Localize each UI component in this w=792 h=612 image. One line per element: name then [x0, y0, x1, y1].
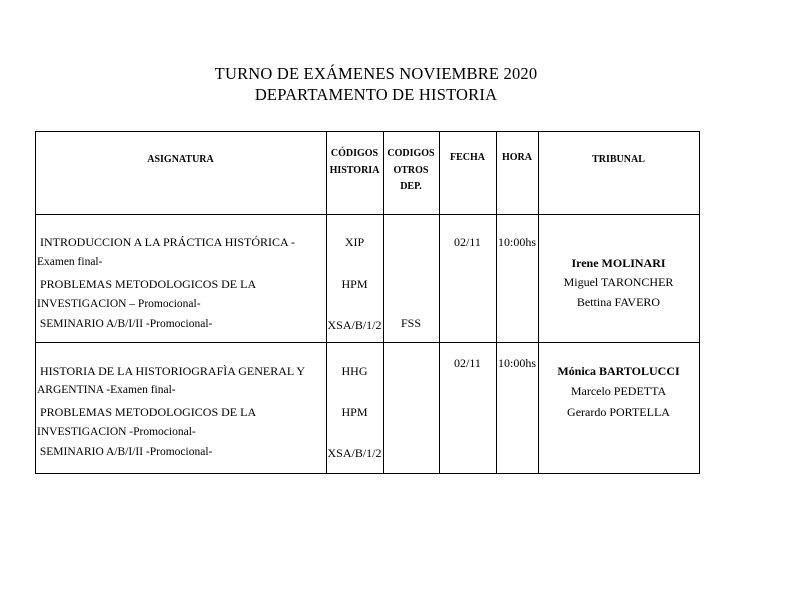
row2-asignatura-line1: HISTORIA DE LA HISTORIOGRAFÌA GENERAL Y [37, 364, 306, 378]
table-border-top [35, 131, 700, 132]
row2-asignatura-line3: PROBLEMAS METODOLOGICOS DE LA [37, 405, 257, 419]
table-border-right [699, 131, 700, 474]
column-divider [496, 131, 497, 474]
row1-codigo-otros: FSS [400, 316, 422, 330]
row2-codigo-2: HPM [341, 405, 368, 419]
row2-codigo-1: HHG [341, 364, 368, 378]
row1-asignatura-line4: INVESTIGACION – Promocional- [37, 298, 201, 310]
department-title: DEPARTAMENTO DE HISTORIA [254, 85, 498, 104]
row1-tribunal-3: Bettina FAVERO [576, 295, 661, 309]
header-codigos-otros-line2: OTROS [393, 164, 429, 176]
column-divider [439, 131, 440, 474]
column-divider [326, 131, 327, 474]
row2-asignatura-line4: INVESTIGACION -Promocional- [37, 426, 196, 438]
row1-asignatura-line5: SEMINARIO A/B/I/II -Promocional- [37, 318, 213, 330]
row1-asignatura-line2: Examen final- [37, 256, 103, 268]
header-codigos-otros [383, 146, 439, 196]
row2-fecha: 02/11 [454, 356, 481, 370]
document-title: TURNO DE EXÁMENES NOVIEMBRE 2020 [214, 64, 538, 83]
header-divider [35, 214, 700, 215]
row1-codigo-2: HPM [341, 277, 368, 291]
row-divider [35, 342, 700, 343]
header-codigos-historia-line2: HISTORIA [329, 164, 380, 176]
exam-schedule-table [35, 131, 700, 474]
table-border-bottom [35, 473, 700, 474]
row2-tribunal-3: Gerardo PORTELLA [567, 405, 670, 419]
row2-hora: 10:00hs [497, 356, 536, 370]
row1-fecha: 02/11 [454, 235, 481, 249]
header-tribunal: TRIBUNAL [592, 154, 645, 165]
header-codigos-otros-line3: DEP. [400, 181, 422, 192]
header-codigos-otros-line1: CODIGOS [387, 148, 435, 159]
header-codigos-historia-line1: CÓDIGOS [330, 148, 379, 159]
row1-codigo-1: XIP [344, 235, 365, 249]
header-codigos-historia [326, 146, 383, 179]
row2-tribunal-1: Mónica BARTOLUCCI [557, 364, 680, 378]
header-hora: HORA [502, 152, 532, 163]
row1-tribunal-2: Miguel TARONCHER [563, 275, 674, 289]
row1-codigo-3: XSA/B/1/2 [327, 318, 382, 332]
header-asignatura: ASIGNATURA [147, 154, 214, 165]
header-fecha: FECHA [450, 152, 485, 163]
row1-tribunal-1: Irene MOLINARI [571, 256, 666, 270]
row2-asignatura-line2: ARGENTINA -Examen final- [37, 384, 176, 396]
row2-asignatura-line5: SEMINARIO A/B/I/II -Promocional- [37, 446, 213, 458]
row2-codigo-3: XSA/B/1/2 [327, 446, 382, 460]
row1-asignatura-line3: PROBLEMAS METODOLOGICOS DE LA [37, 277, 257, 291]
row1-asignatura-line1: INTRODUCCION A LA PRÁCTICA HISTÓRICA - [37, 235, 296, 249]
row2-tribunal-2: Marcelo PEDETTA [570, 384, 667, 398]
row1-hora: 10:00hs [497, 235, 536, 249]
